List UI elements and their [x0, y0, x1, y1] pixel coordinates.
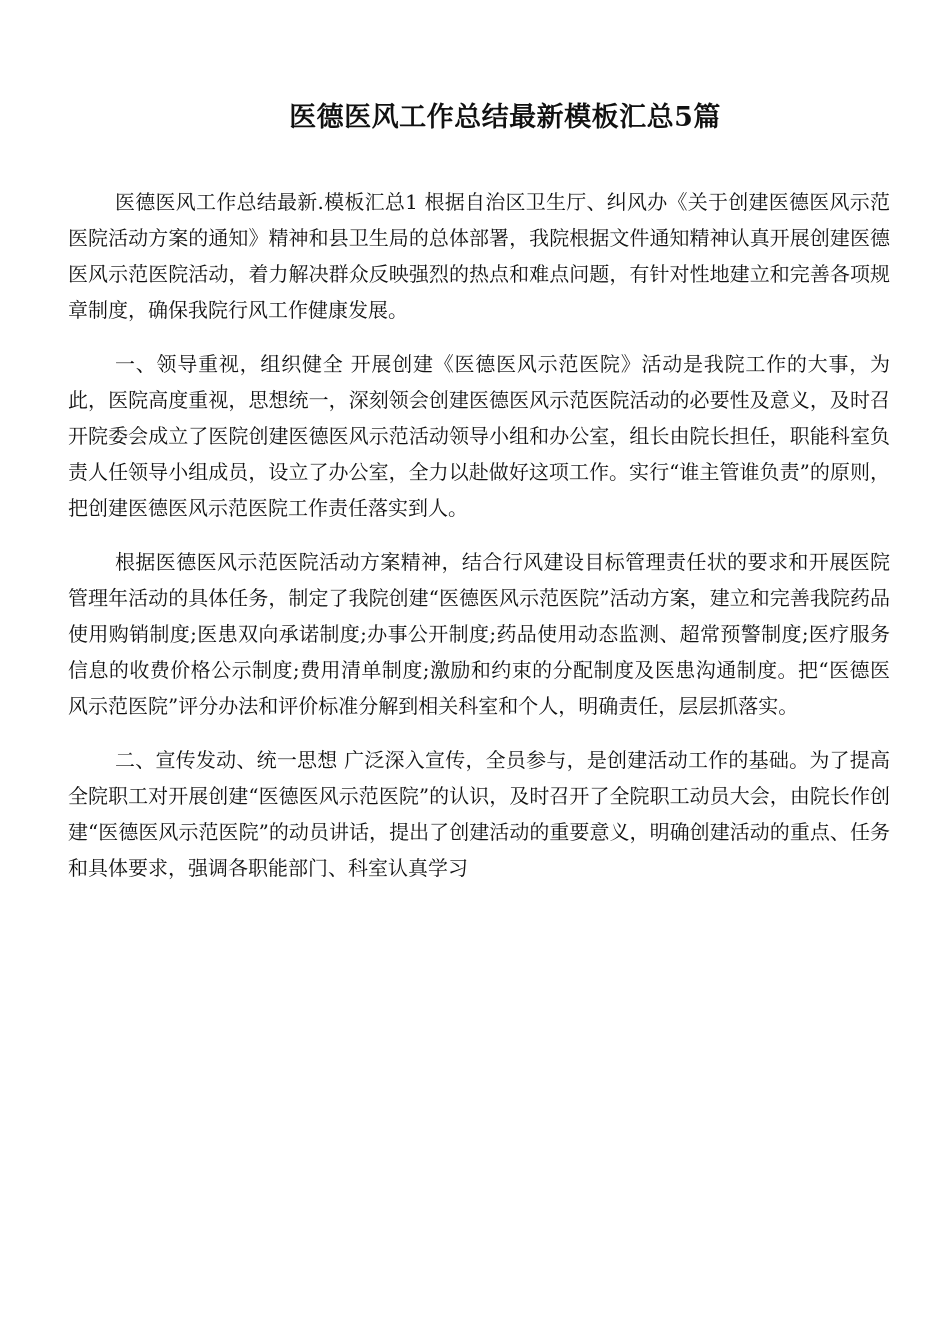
paragraph-activity-plan: 根据医德医风示范医院活动方案精神，结合行风建设目标管理责任状的要求和开展医院管理年活动的具体任务，制定了我院创建“医德医风示范医院”活动方案，建立和完善我院药品使用购销制度;医患双向承诺制度;办事公开制度;药品使用动态监测、超常预警制度;医疗服务信息的收费价格公示制度;费用清单制度;激励和约束的分配制度及医患沟通制度。把“医德医风示范医院”评分办法和评价标准分解到相关科室和个人，明确责任，层层抓落实。: [68, 550, 890, 718]
document-title: 医德医风工作总结最新模板汇总5篇: [289, 102, 721, 133]
paragraph-intro: 医德医风工作总结最新.模板汇总1 根据自治区卫生厅、纠风办《关于创建医德医风示范医院活动方案的通知》精神和县卫生局的总体部署，我院根据文件通知精神认真开展创建医德医风示范医院活动，着力解决群众反映强烈的热点和难点问题，有针对性地建立和完善各项规章制度，确保我院行风工作健康发展。: [68, 190, 890, 322]
paragraph-section-two: 二、宣传发动、统一思想 广泛深入宣传，全员参与，是创建活动工作的基础。为了提高全院职工对开展创建“医德医风示范医院”的认识，及时召开了全院职工动员大会，由院长作创建“医德医风示范医院”的动员讲话，提出了创建活动的重要意义，明确创建活动的重点、任务和具体要求，强调各职能部门、科室认真学习: [68, 748, 890, 880]
paragraph-section-one: 一、领导重视，组织健全 开展创建《医德医风示范医院》活动是我院工作的大事，为此，医院高度重视，思想统一，深刻领会创建医德医风示范医院活动的必要性及意义，及时召开院委会成立了医院创建医德医风示范活动领导小组和办公室，组长由院长担任，职能科室负责人任领导小组成员，设立了办公室，全力以赴做好这项工作。实行“谁主管谁负责”的原则，把创建医德医风示范医院工作责任落实到人。: [68, 352, 890, 520]
document-body: [68, 184, 890, 886]
